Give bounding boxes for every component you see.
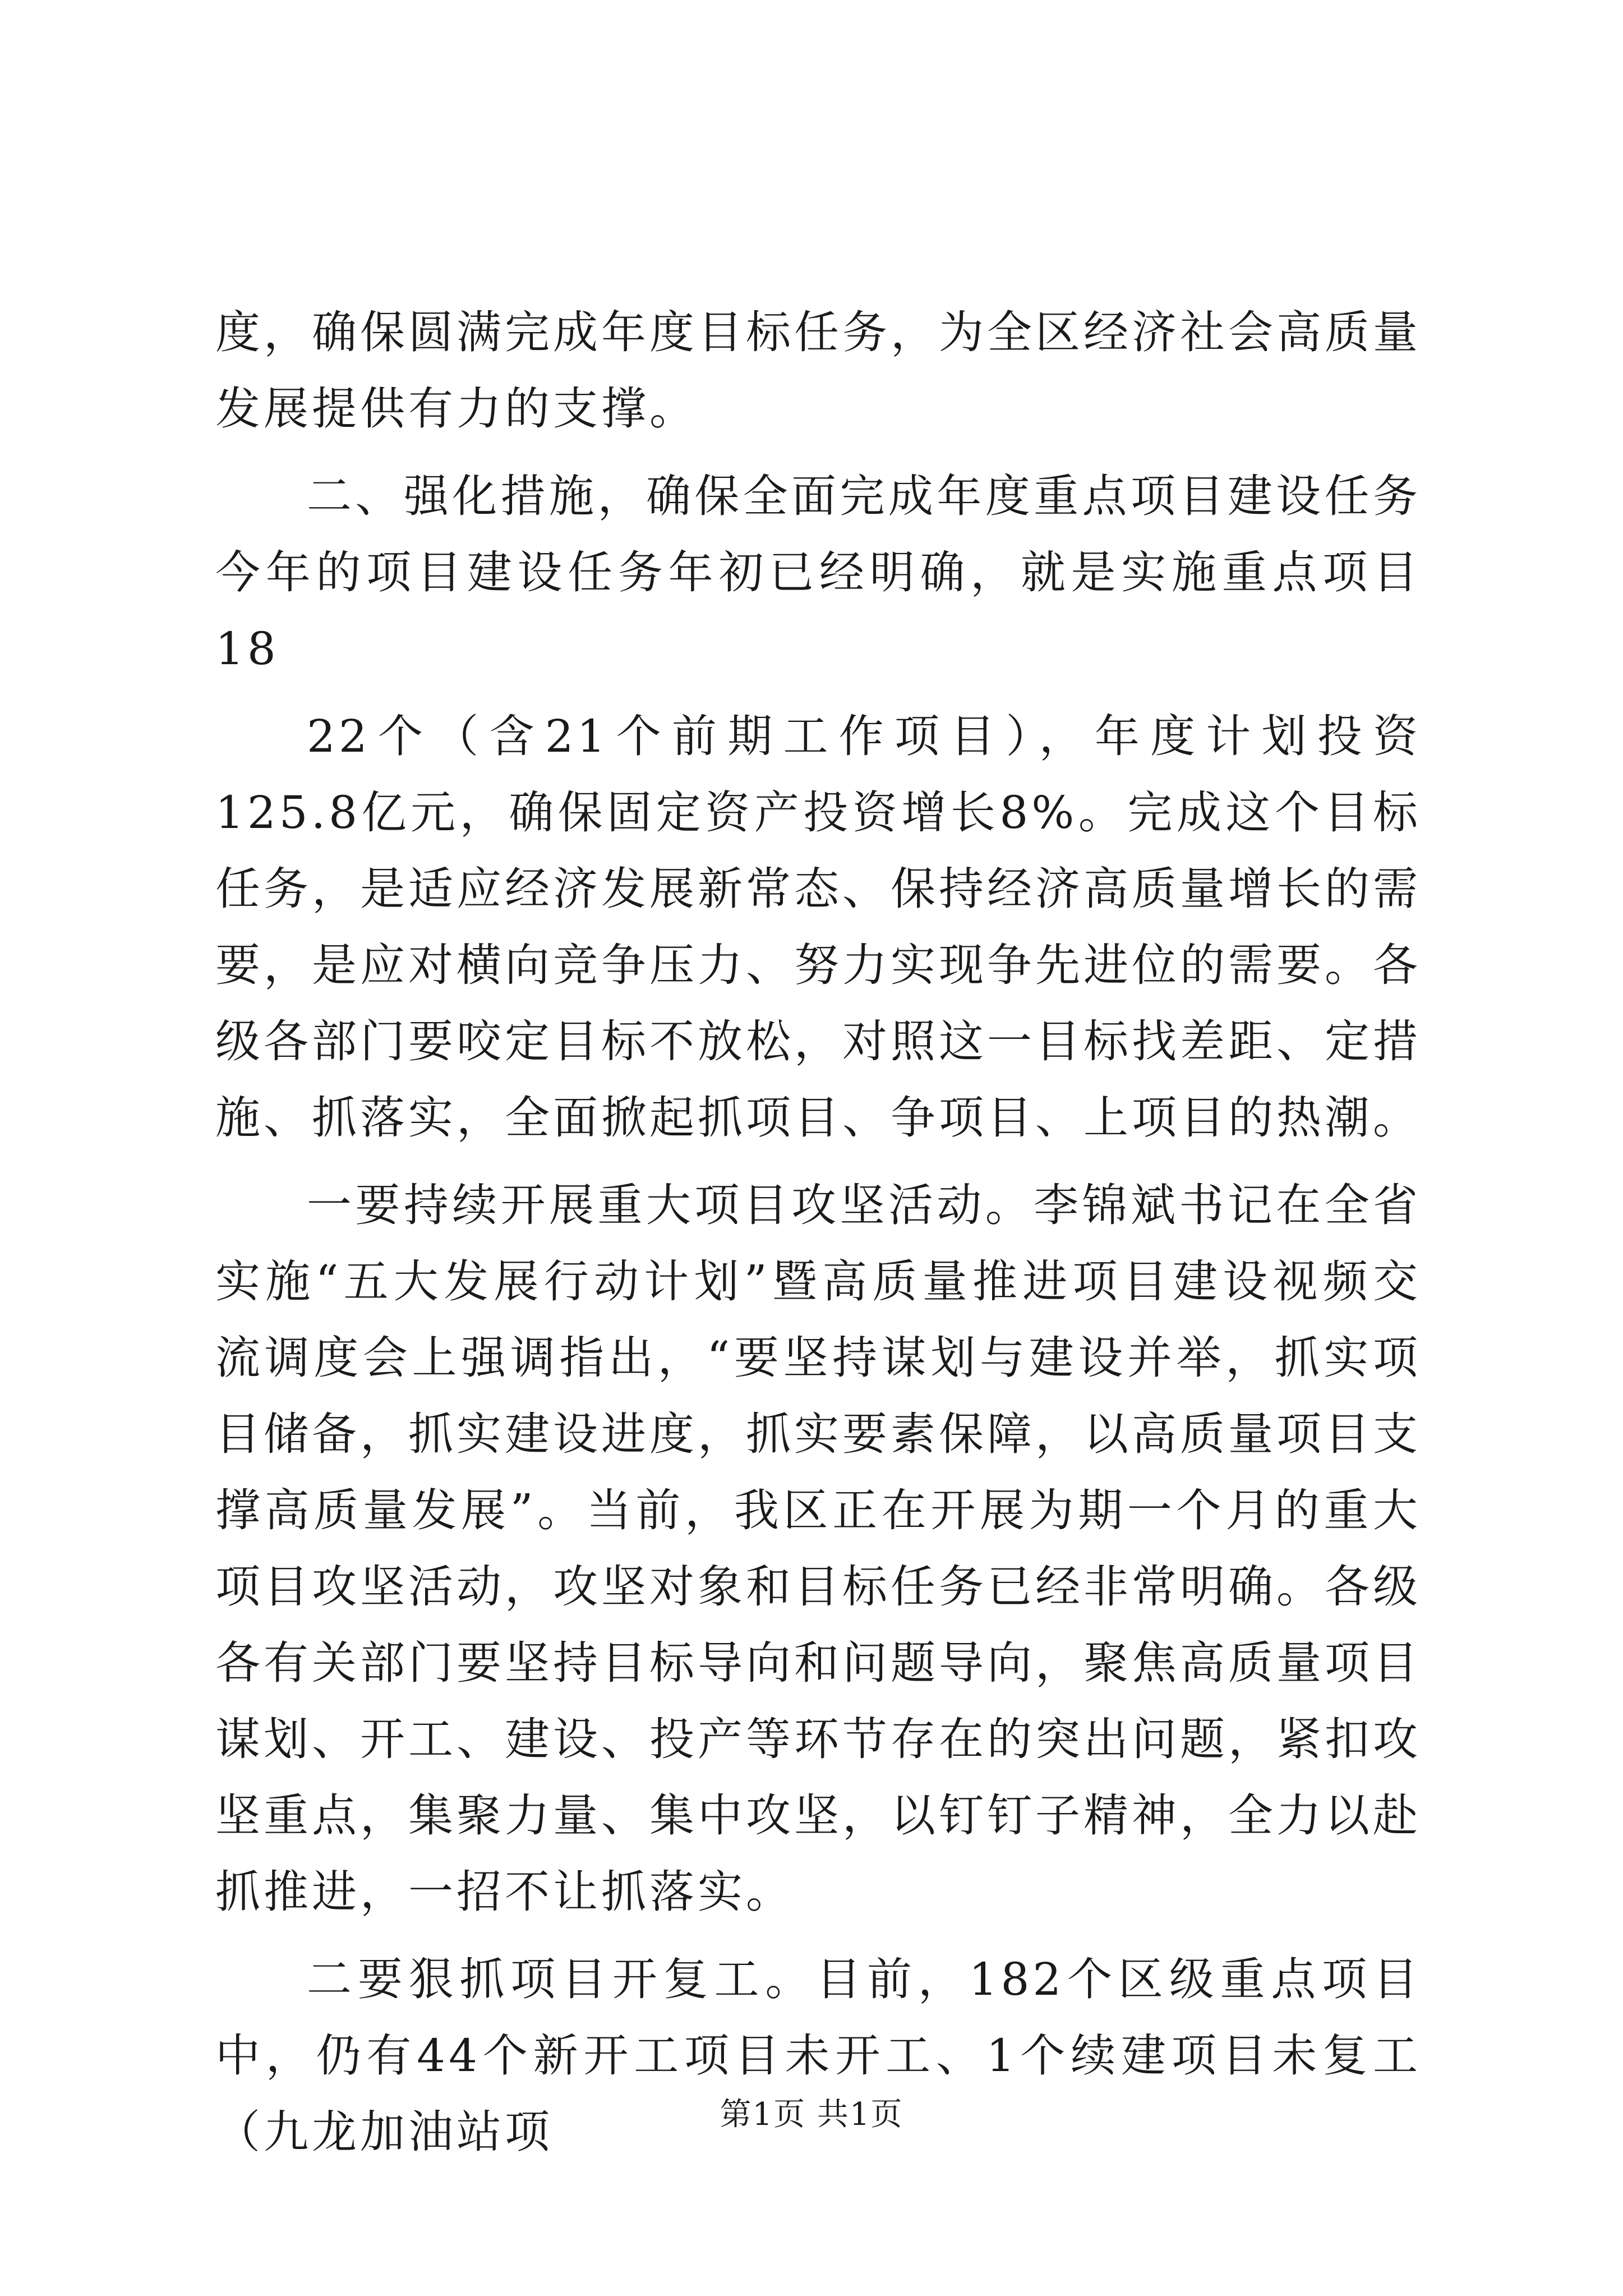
- paragraph-1: 度，确保圆满完成年度目标任务，为全区经济社会高质量发展提供有力的支撑。: [215, 306, 1421, 435]
- page-footer: 第1页 共1页: [720, 2096, 903, 2133]
- paragraph-5: 二要狠抓项目开复工。目前，182个区级重点项目中，仍有44个新开工项目未开工、1个续建项目未复工（九龙加油站项: [215, 1953, 1421, 2158]
- paragraph-2: 二、强化措施，确保全面完成年度重点项目建设任务今年的项目建设任务年初已经明确，就是实施重点项目18: [215, 470, 1421, 675]
- paragraph-3: 22个（含21个前期工作项目），年度计划投资125.8亿元，确保固定资产投资增长8%。完成这个目标任务，是适应经济发展新常态、保持经济高质量增长的需要，是应对横向竞争压力、努力实现争先进位的需要。各级各部门要咬定目标不放松，对照这一目标找差距、定措施、抓落实，全面掀起抓项目、争项目、上项目的热潮。: [215, 710, 1421, 1144]
- document-body: [215, 295, 1421, 2170]
- paragraph-4: 一要持续开展重大项目攻坚活动。李锦斌书记在全省实施“五大发展行动计划”暨高质量推进项目建设视频交流调度会上强调指出，“要坚持谋划与建设并举，抓实项目储备，抓实建设进度，抓实要素保障，以高质量项目支撑高质量发展”。当前，我区正在开展为期一个月的重大项目攻坚活动，攻坚对象和目标任务已经非常明确。各级各有关部门要坚持目标导向和问题导向，聚焦高质量项目谋划、开工、建设、投产等环节存在的突出问题，紧扣攻坚重点，集聚力量、集中攻坚，以钉钉子精神，全力以赴抓推进，一招不让抓落实。: [215, 1179, 1421, 1918]
